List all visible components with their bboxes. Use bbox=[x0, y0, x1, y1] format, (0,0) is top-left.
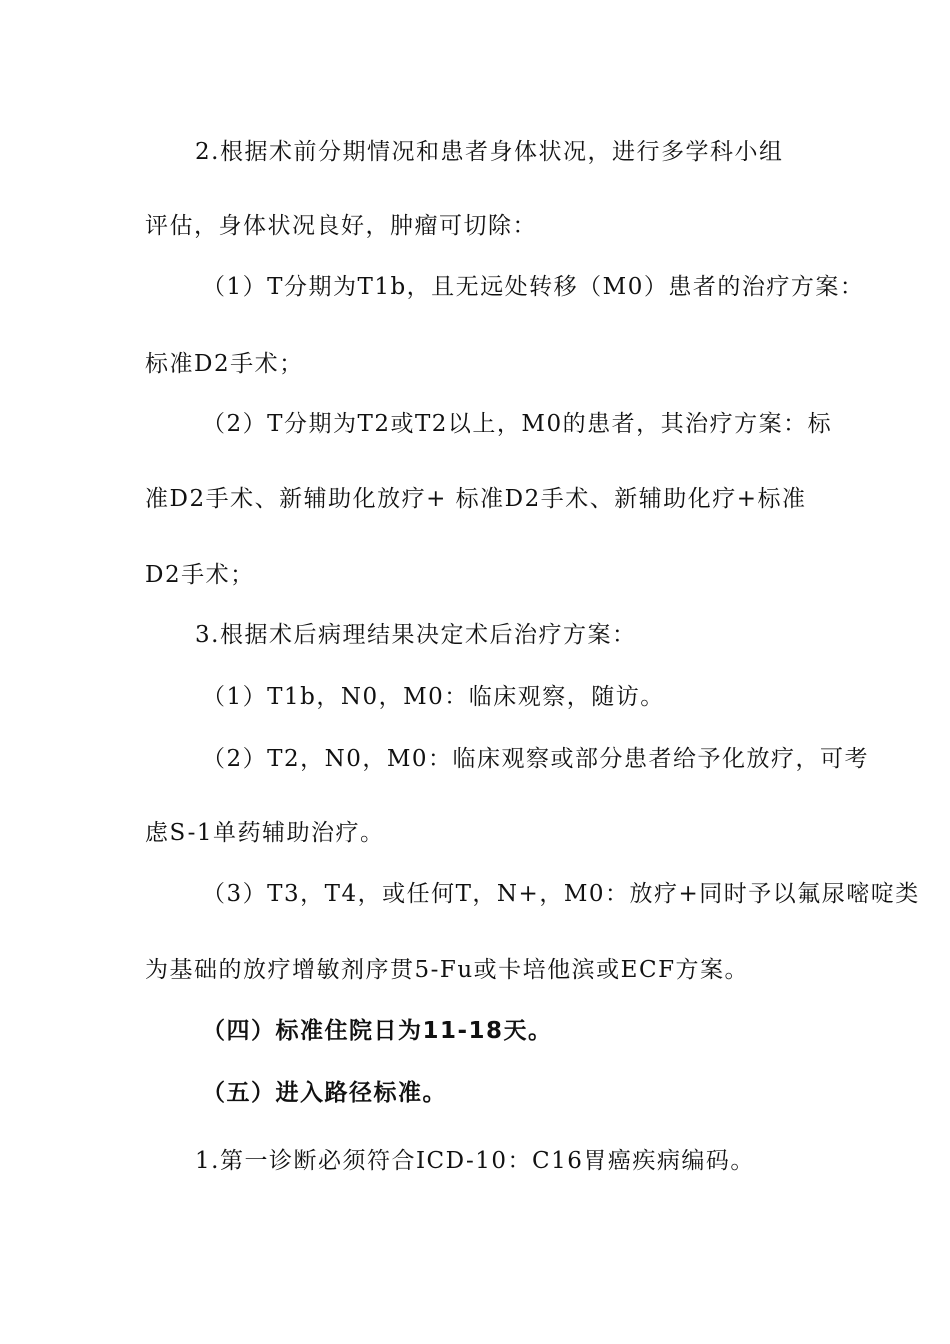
section-heading: （五）进入路径标准。 bbox=[202, 1080, 447, 1106]
paragraph-line: D2手术； bbox=[145, 562, 255, 588]
paragraph-line: （1）T1b，N0，M0：临床观察，随访。 bbox=[202, 684, 665, 710]
paragraph-line: 虑S-1单药辅助治疗。 bbox=[145, 820, 385, 846]
paragraph-line: 标准D2手术； bbox=[145, 351, 304, 377]
paragraph-line: 2.根据术前分期情况和患者身体状况，进行多学科小组 bbox=[195, 139, 784, 165]
paragraph-line: 评估，身体状况良好，肿瘤可切除： bbox=[145, 213, 537, 239]
paragraph-line: （3）T3，T4，或任何T，N+，M0：放疗+同时予以氟尿嘧啶类 bbox=[202, 881, 920, 907]
paragraph-line: 准D2手术、新辅助化放疗+ 标准D2手术、新辅助化疗+标准 bbox=[145, 486, 807, 512]
section-heading: （四）标准住院日为11-18天。 bbox=[202, 1018, 553, 1044]
paragraph-line: 1.第一诊断必须符合ICD-10：C16胃癌疾病编码。 bbox=[195, 1148, 755, 1174]
paragraph-line: （2）T分期为T2或T2以上，M0的患者，其治疗方案：标 bbox=[202, 411, 833, 437]
paragraph-line: （1）T分期为T1b，且无远处转移（M0）患者的治疗方案： bbox=[202, 274, 865, 300]
paragraph-line: （2）T2，N0，M0：临床观察或部分患者给予化放疗，可考 bbox=[202, 746, 870, 772]
paragraph-line: 为基础的放疗增敏剂序贯5-Fu或卡培他滨或ECF方案。 bbox=[145, 957, 750, 983]
paragraph-line: 3.根据术后病理结果决定术后治疗方案： bbox=[195, 622, 637, 648]
